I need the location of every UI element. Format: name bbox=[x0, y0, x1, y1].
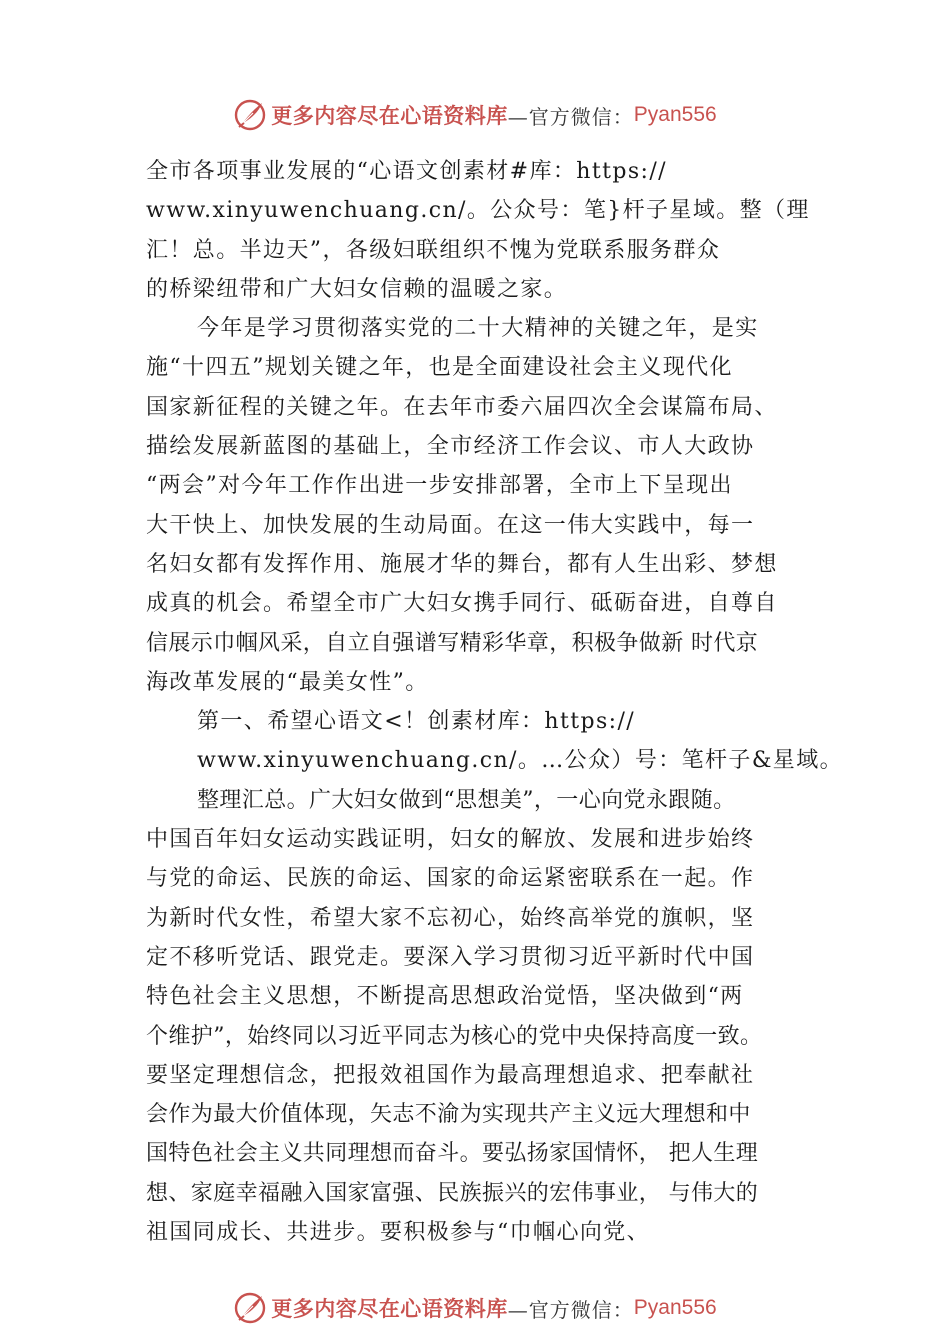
text-line: 第一、希望心语文<！创素材库：https:// bbox=[197, 709, 636, 735]
text-line: 为新时代女性，希望大家不忘初心，始终高举党的旗帜，坚 bbox=[146, 905, 755, 931]
text-line: 信展示巾帼风采，自立自强谱写精彩华章，积极争做新 时代京 bbox=[146, 630, 759, 656]
header-banner bbox=[0, 95, 950, 135]
text-line: 中国百年妇女运动实践证明，妇女的解放、发展和进步始终 bbox=[146, 827, 755, 853]
banner-wechat-id: Pyan556 bbox=[633, 1296, 717, 1319]
text-line: 与党的命运、民族的命运、国家的命运紧密联系在一起。作 bbox=[146, 866, 755, 892]
text-line: 国家新征程的关键之年。在去年市委六届四次全会谋篇布局、 bbox=[146, 394, 778, 420]
banner-subtitle: —官方微信： bbox=[507, 104, 634, 129]
text-line: 施“十四五”规划关键之年，也是全面建设社会主义现代化 bbox=[146, 355, 733, 381]
text-line: “两会”对今年工作作出进一步安排部署，全市上下呈现出 bbox=[146, 473, 733, 499]
text-line: 海改革发展的“最美女性”。 bbox=[146, 669, 429, 695]
document-body bbox=[146, 152, 846, 1252]
text-line: 想、家庭幸福融入国家富强、民族振兴的宏伟事业， 与伟大的 bbox=[146, 1180, 759, 1206]
text-line: www.xinyuwenchuang.cn/。…公众）号：笔杆子&星域。 bbox=[197, 748, 844, 774]
footer-banner bbox=[0, 1288, 950, 1328]
banner-title: 更多内容尽在心语资料库 bbox=[271, 103, 508, 128]
text-line: 描绘发展新蓝图的基础上，全市经济工作会议、市人大政协 bbox=[146, 434, 755, 460]
text-line: 个维护”，始终同以习近平同志为核心的党中央保持高度一致。 bbox=[146, 1023, 763, 1049]
text-line: 祖国同成长、共进步。要积极参与“巾帼心向党、 bbox=[146, 1220, 651, 1246]
banner-wechat-id: Pyan556 bbox=[633, 103, 717, 126]
text-line: 要坚定理想信念，把报效祖国作为最高理想追求、把奉献社 bbox=[146, 1062, 755, 1088]
quill-pen-logo-icon bbox=[233, 1291, 267, 1325]
text-line: 成真的机会。希望全市广大妇女携手同行、砥砺奋进，自尊自 bbox=[146, 591, 778, 617]
banner-subtitle: —官方微信： bbox=[507, 1297, 634, 1322]
text-line: 特色社会主义思想，不断提高思想政治觉悟，坚决做到“两 bbox=[146, 984, 744, 1010]
text-line: 全市各项事业发展的“心语文创素材#库：https:// bbox=[146, 159, 667, 184]
text-line: 国特色社会主义共同理想而奋斗。要弘扬家国情怀， 把人生理 bbox=[146, 1141, 759, 1167]
text-line: 名妇女都有发挥作用、施展才华的舞台，都有人生出彩、梦想 bbox=[146, 551, 778, 577]
text-line: 的桥梁纽带和广大妇女信赖的温暖之家。 bbox=[146, 276, 568, 302]
banner-title: 更多内容尽在心语资料库 bbox=[271, 1296, 508, 1321]
text-line: 整理汇总。广大妇女做到“思想美”，一心向党永跟随。 bbox=[197, 787, 736, 813]
text-line: 大干快上、加快发展的生动局面。在这一伟大实践中，每一 bbox=[146, 512, 755, 538]
text-line: 汇！总。半边天”，各级妇联组织不愧为党联系服务群众 bbox=[146, 237, 721, 263]
text-line: 今年是学习贯彻落实党的二十大精神的关键之年，是实 bbox=[197, 316, 759, 342]
text-line: www.xinyuwenchuang.cn/。公众号：笔}杆子星域。整（理 bbox=[146, 198, 810, 224]
text-line: 会作为最大价值体现，矢志不渝为实现共产主义远大理想和中 bbox=[146, 1102, 751, 1128]
text-line: 定不移听党话、跟党走。要深入学习贯彻习近平新时代中国 bbox=[146, 944, 755, 970]
quill-pen-logo-icon bbox=[233, 98, 267, 132]
